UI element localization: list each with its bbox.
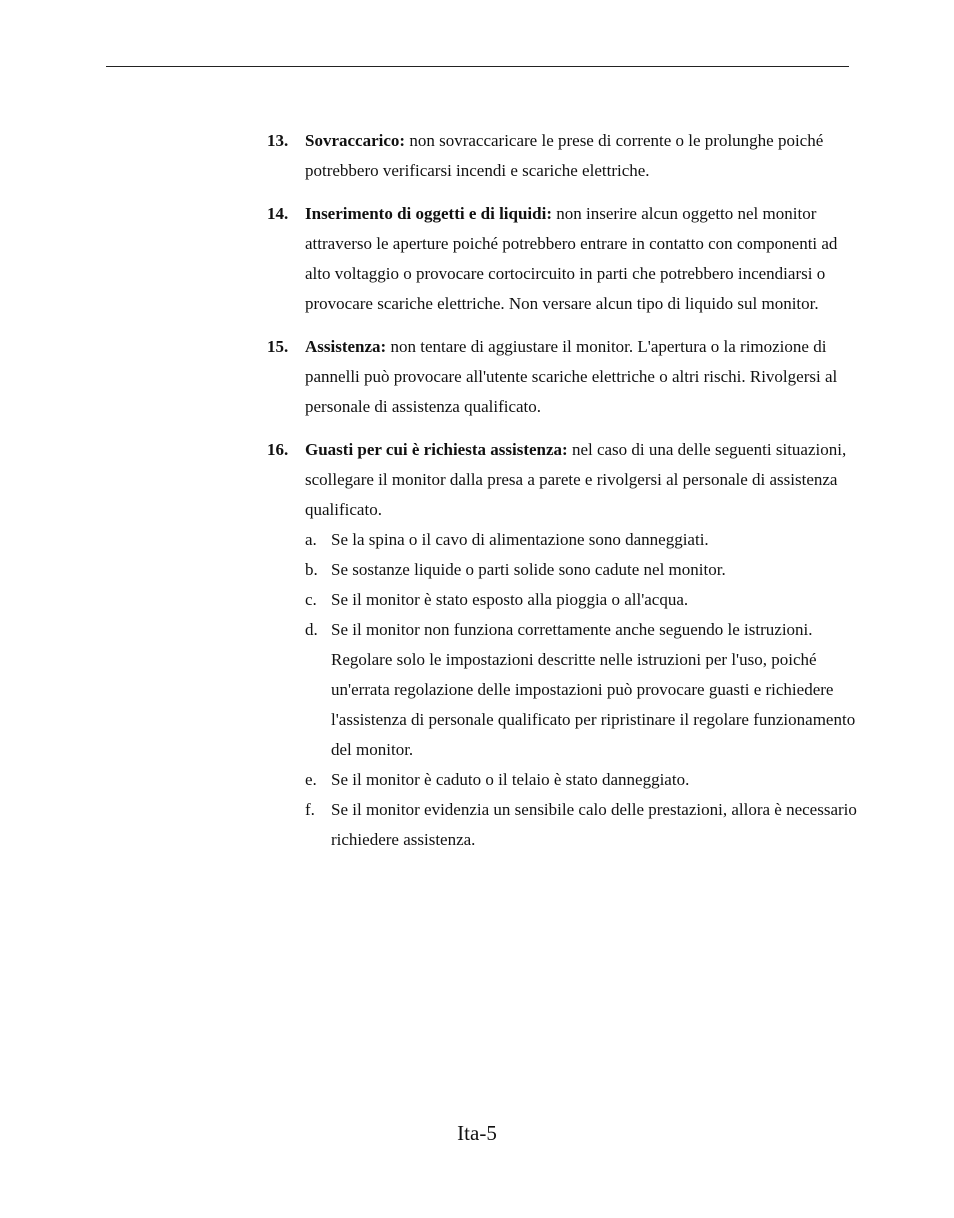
- sub-item-letter: d.: [305, 620, 318, 639]
- list-item-16: [267, 435, 857, 855]
- sub-item-text: Se la spina o il cavo di alimentazione sono danneggiati.: [331, 530, 709, 549]
- item-text: non tentare di aggiustare il monitor. L'apertura o la rimozione di pannelli può provocare all'utente scariche elettriche o altri rischi. Rivolgersi al personale di assistenza qualificato.: [305, 337, 838, 416]
- item-number: 16.: [267, 440, 289, 459]
- item-title: Sovraccarico:: [305, 131, 406, 150]
- item-number: 14.: [267, 204, 289, 223]
- item-number: 15.: [267, 337, 289, 356]
- sub-item-d: [305, 615, 857, 765]
- sub-item-c: [305, 585, 857, 615]
- instruction-list: [267, 126, 857, 868]
- item-text: non sovraccaricare le prese di corrente o le prolunghe poiché potrebbero verificarsi incendi e scariche elettriche.: [305, 131, 824, 180]
- list-item-14: [267, 199, 857, 319]
- sub-item-b: [305, 555, 857, 585]
- sub-item-text: Se il monitor evidenzia un sensibile calo delle prestazioni, allora è necessario richiedere assistenza.: [331, 800, 857, 849]
- sub-list: [305, 525, 857, 855]
- sub-item-letter: e.: [305, 770, 317, 789]
- item-text: nel caso di una delle seguenti situazioni, scollegare il monitor dalla presa a parete e rivolgersi al personale di assistenza qualificato.: [305, 440, 847, 519]
- sub-item-letter: b.: [305, 560, 318, 579]
- sub-item-text: Se il monitor è caduto o il telaio è stato danneggiato.: [331, 770, 690, 789]
- header-rule: [106, 66, 849, 67]
- sub-item-letter: a.: [305, 530, 317, 549]
- item-title: Assistenza:: [305, 337, 387, 356]
- sub-item-e: [305, 765, 857, 795]
- sub-item-text: Se il monitor è stato esposto alla pioggia o all'acqua.: [331, 590, 689, 609]
- page-number: Ita-5: [457, 1121, 497, 1145]
- item-title: Inserimento di oggetti e di liquidi:: [305, 204, 552, 223]
- item-text: non inserire alcun oggetto nel monitor attraverso le aperture poiché potrebbero entrare in contatto con componenti ad alto voltaggio o provocare cortocircuito in parti che potrebbero incendiarsi o provocare scariche elettriche. Non versare alcun tipo di liquido sul monitor.: [305, 204, 838, 313]
- item-number: 13.: [267, 131, 289, 150]
- list-item-13: [267, 126, 857, 186]
- item-body: [305, 126, 857, 186]
- sub-item-f: [305, 795, 857, 855]
- item-body: [305, 435, 857, 855]
- list-item-15: [267, 332, 857, 422]
- sub-item-text: Se il monitor non funziona correttamente anche seguendo le istruzioni. Regolare solo le impostazioni descritte nelle istruzioni per l'uso, poiché un'errata regolazione delle impostazioni può provocare guasti e richiedere l'assistenza di personale qualificato per ripristinare il regolare funzionamento del monitor.: [331, 620, 856, 759]
- sub-item-a: [305, 525, 857, 555]
- sub-item-letter: f.: [305, 800, 315, 819]
- item-body: [305, 199, 857, 319]
- sub-item-text: Se sostanze liquide o parti solide sono cadute nel monitor.: [331, 560, 726, 579]
- item-body: [305, 332, 857, 422]
- item-title: Guasti per cui è richiesta assistenza:: [305, 440, 568, 459]
- sub-item-letter: c.: [305, 590, 317, 609]
